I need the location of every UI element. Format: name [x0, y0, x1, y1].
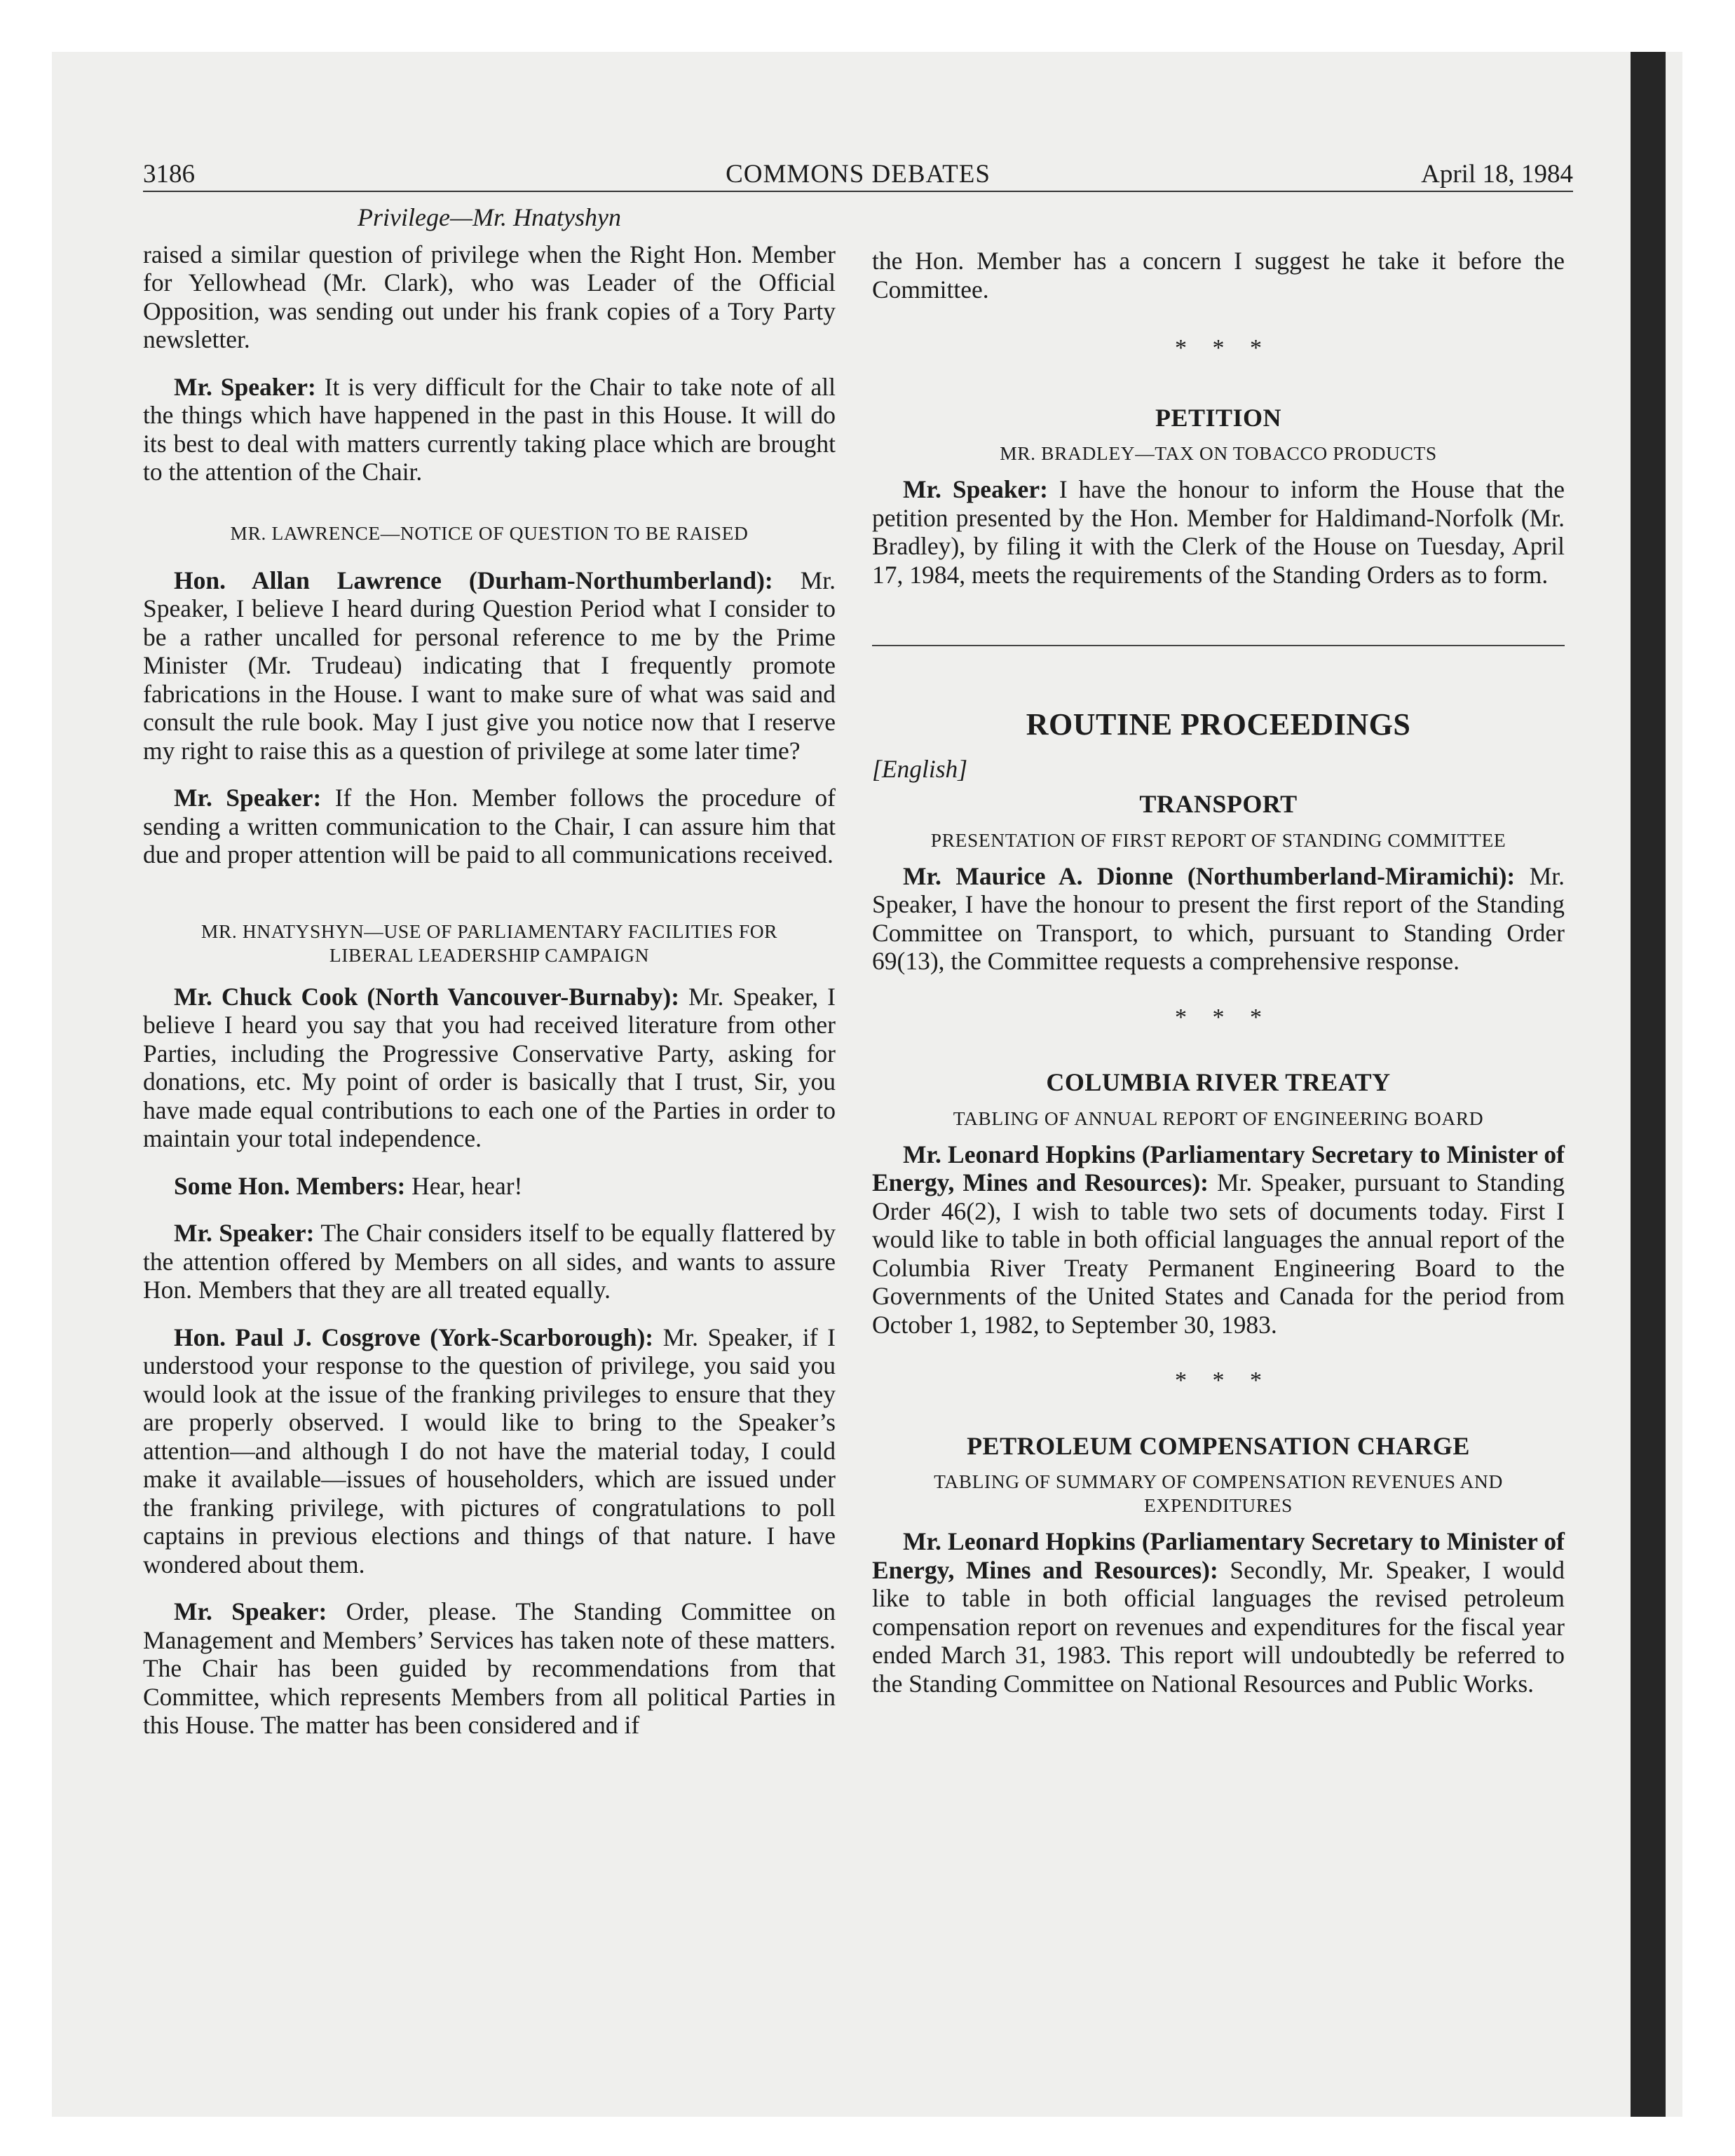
speaker-name: Hon. Paul J. Cosgrove (York-Scarborough):	[174, 1323, 654, 1351]
page-number: 3186	[143, 160, 195, 189]
speaker-name: Mr. Speaker:	[174, 1219, 315, 1247]
speaker-name: Mr. Speaker:	[174, 1597, 327, 1625]
speaker-name: Mr. Speaker:	[174, 372, 316, 401]
left-column	[143, 203, 836, 1740]
section-separator: * * *	[1175, 1367, 1262, 1393]
speech: Mr. Leonard Hopkins (Parliamentary Secretary to Minister of Energy, Mines and Resources): Mr. Speaker, pursuant to Standing Order 46(2), I wish to table two sets of documents today. First I would like to table in both official languages the annual report of the Columbia River Treaty Permanent Engineering Board to the Governments of the United States and Canada for the period from October 1, 1982, to September 30, 1983.	[872, 1140, 1565, 1339]
speaker-name: Mr. Leonard Hopkins (Parliamentary Secretary to Minister of Energy, Mines and Resources):	[872, 1140, 1565, 1196]
speech: Mr. Speaker: I have the honour to inform the House that the petition presented by the Hon. Member for Haldimand-Norfolk (Mr. Bradley), by filing it with the Clerk of the House on Tuesday, April 17, 1984, meets the requirements of the Standing Orders as to form.	[872, 475, 1565, 589]
speaker-name: Mr. Speaker:	[903, 475, 1048, 503]
section-separator: * * *	[1175, 1004, 1262, 1030]
speech: Mr. Speaker: It is very difficult for the Chair to take note of all the things which have happened in the past in this House. It will do its best to deal with matters currently taking place which are brought to the attention of the Chair.	[143, 372, 836, 486]
header-rule	[143, 191, 1573, 192]
language-marker: [English]	[872, 754, 968, 783]
section-caption: PRESENTATION OF FIRST REPORT OF STANDING COMMITTEE	[930, 828, 1506, 851]
speaker-name: Mr. Maurice A. Dionne (Northumberland-Miramichi):	[903, 861, 1516, 890]
section-heading: PETITION	[1155, 403, 1282, 432]
speaker-name: Mr. Chuck Cook (North Vancouver-Burnaby):	[174, 982, 680, 1011]
paragraph: raised a similar question of privilege when the Right Hon. Member for Yellowhead (Mr. Clark), who was Leader of the Official Opposition, was sending out under his frank copies of a Tory Party newsletter.	[143, 240, 836, 353]
right-column	[872, 247, 1565, 1698]
speaker-name: Hon. Allan Lawrence (Durham-Northumberland):	[174, 566, 773, 594]
section-title: ROUTINE PROCEEDINGS	[1026, 707, 1411, 742]
speaker-name: Mr. Speaker:	[174, 784, 322, 812]
section-caption: MR. HNATYSHYN—USE OF PARLIAMENTARY FACILITIES FOR LIBERAL LEADERSHIP CAMPAIGN	[200, 920, 778, 966]
section-separator: * * *	[1175, 335, 1262, 361]
speech: Mr. Chuck Cook (North Vancouver-Burnaby): Mr. Speaker, I believe I heard you say that you had received literature from other Parties, including the Progressive Conservative Party, asking for donations, etc. My point of order is basically that I trust, Sir, you have made equal contributions to each one of the Parties in order to maintain your total independence.	[143, 982, 836, 1152]
publication-title: COMMONS DEBATES	[726, 160, 991, 189]
section-caption: TABLING OF SUMMARY OF COMPENSATION REVENUES AND EXPENDITURES	[934, 1471, 1503, 1516]
speech: Hon. Allan Lawrence (Durham-Northumberland): Mr. Speaker, I believe I heard during Question Period what I consider to be a rather uncalled for personal reference to me by the Prime Minister (Mr. Trudeau) indicating that I frequently promote fabrications in the House. I want to make sure of what was said and consult the rule book. May I just give you notice now that I reserve my right to raise this as a question of privilege at some later time?	[143, 566, 836, 765]
section-heading: COLUMBIA RIVER TREATY	[1046, 1068, 1391, 1096]
running-head: Privilege—Mr. Hnatyshyn	[358, 203, 621, 231]
speech: Mr. Leonard Hopkins (Parliamentary Secretary to Minister of Energy, Mines and Resources): Secondly, Mr. Speaker, I would like to table in both official languages the revised petroleum compensation report on revenues and expenditures for the fiscal year ended March 31, 1983. This report will undoubtedly be referred to the Standing Committee on National Resources and Public Works.	[872, 1527, 1565, 1698]
page-binding-edge	[1631, 52, 1666, 2117]
speech: Mr. Maurice A. Dionne (Northumberland-Miramichi): Mr. Speaker, I have the honour to present the first report of the Standing Committee on Transport, to which, pursuant to Standing Order 69(13), the Committee requests a comprehensive response.	[872, 861, 1565, 975]
page-header	[143, 159, 1573, 187]
speaker-name: Some Hon. Members:	[174, 1171, 406, 1200]
section-rule	[872, 645, 1565, 646]
speech: Mr. Speaker: The Chair considers itself to be equally flattered by the attention offered by Members on all sides, and wants to assure Hon. Members that they are all treated equally.	[143, 1219, 836, 1304]
section-caption: MR. BRADLEY—TAX ON TOBACCO PRODUCTS	[1000, 442, 1437, 464]
speaker-name: Mr. Leonard Hopkins (Parliamentary Secretary to Minister of Energy, Mines and Resources):	[872, 1527, 1565, 1584]
section-heading: TRANSPORT	[1139, 790, 1298, 818]
speech: Hon. Paul J. Cosgrove (York-Scarborough): Mr. Speaker, if I understood your response to the question of privilege, you said you would look at the issue of the franking privileges to ensure that they are properly observed. I would like to bring to the Speaker’s attention—and although I do not have the material today, I could make it available—issues of householders, which are issued under the franking privilege, with pictures of congratulations to poll captains in previous elections and things of that nature. I have wondered about them.	[143, 1323, 836, 1578]
section-heading: PETROLEUM COMPENSATION CHARGE	[967, 1431, 1470, 1460]
section-caption: MR. LAWRENCE—NOTICE OF QUESTION TO BE RAISED	[230, 521, 749, 544]
speech: Mr. Speaker: If the Hon. Member follows the procedure of sending a written communication to the Chair, I can assure him that due and proper attention will be paid to all communications received.	[143, 784, 836, 868]
issue-date: April 18, 1984	[1421, 160, 1573, 189]
speech: Some Hon. Members: Hear, hear!	[174, 1171, 523, 1200]
speech: Mr. Speaker: Order, please. The Standing Committee on Management and Members’ Services has taken note of these matters. The Chair has been guided by recommendations from that Committee, which represents Members from all political Parties in this House. The matter has been considered and if	[143, 1597, 836, 1739]
section-caption: TABLING OF ANNUAL REPORT OF ENGINEERING BOARD	[953, 1107, 1484, 1129]
paragraph: the Hon. Member has a concern I suggest he take it before the Committee.	[872, 247, 1565, 303]
